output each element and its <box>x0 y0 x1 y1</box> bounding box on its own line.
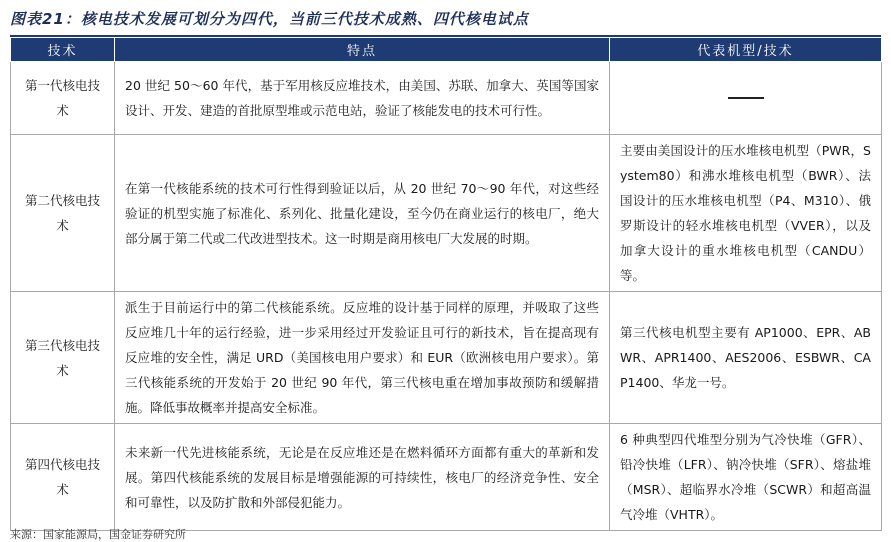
source-note: 来源：国家能源局，国金证券研究所 <box>10 528 186 541</box>
header-feature: 特点 <box>115 38 610 62</box>
model-cell: 第三代核电机型主要有 AP1000、EPR、ABWR、APR1400、AES2006、ESBWR、CAP1400、华龙一号。 <box>610 292 882 424</box>
table-row <box>11 292 882 424</box>
dash-placeholder <box>728 97 764 99</box>
header-tech: 技术 <box>11 38 115 62</box>
tech-cell: 第四代核电技术 <box>11 424 115 531</box>
tech-cell: 第一代核电技术 <box>11 62 115 135</box>
feature-cell: 派生于目前运行中的第二代核能系统。反应堆的设计基于同样的原理，并吸取了这些反应堆几十年的运行经验，进一步采用经过开发验证且可行的新技术，旨在提高现有反应堆的安全性，满足 URD（美国核电用户要求）和 EUR（欧洲核电用户要求）。第三代核能系统的开发始于 20 世纪 90 年代，第三代核电重在增加事故预防和缓解措施。降低事故概率并提高安全标准。 <box>115 292 610 424</box>
table-row <box>11 62 882 135</box>
feature-cell: 20 世纪 50～60 年代，基于军用核反应堆技术，由美国、苏联、加拿大、英国等国家设计、开发、建造的首批原型堆或示范电站，验证了核能发电的技术可行性。 <box>115 62 610 135</box>
table-row <box>11 135 882 292</box>
model-cell <box>610 62 882 135</box>
tech-cell: 第二代核电技术 <box>11 135 115 292</box>
feature-cell: 未来新一代先进核能系统，无论是在反应堆还是在燃料循环方面都有重大的革新和发展。第四代核能系统的发展目标是增强能源的可持续性，核电厂的经济竞争性、安全和可靠性，以及防扩散和外部侵犯能力。 <box>115 424 610 531</box>
tech-cell: 第三代核电技术 <box>11 292 115 424</box>
figure-title: 图表21：核电技术发展可划分为四代，当前三代技术成熟、四代核电试点 <box>10 10 529 28</box>
model-cell: 主要由美国设计的压水堆核电机型（PWR，System80）和沸水堆核电机型（BWR）、法国设计的压水堆核电机型（P4、M310）、俄罗斯设计的轻水堆核电机型（VVER），以及加拿大设计的重水堆核电机型（CANDU）等。 <box>610 135 882 292</box>
header-model: 代表机型/技术 <box>610 38 882 62</box>
nuclear-generations-table <box>10 37 882 531</box>
feature-cell: 在第一代核能系统的技术可行性得到验证以后，从 20 世纪 70～90 年代，对这些经验证的机型实施了标准化、系列化、批量化建设，至今仍在商业运行的核电厂，绝大部分属于第二代或二代改进型技术。这一时期是商用核电厂大发展的时期。 <box>115 135 610 292</box>
table-header-row <box>11 38 882 62</box>
table-row <box>11 424 882 531</box>
model-cell: 6 种典型四代堆型分别为气冷快堆（GFR）、铅冷快堆（LFR）、钠冷快堆（SFR）、熔盐堆（MSR）、超临界水冷堆（SCWR）和超高温气冷堆（VHTR）。 <box>610 424 882 531</box>
